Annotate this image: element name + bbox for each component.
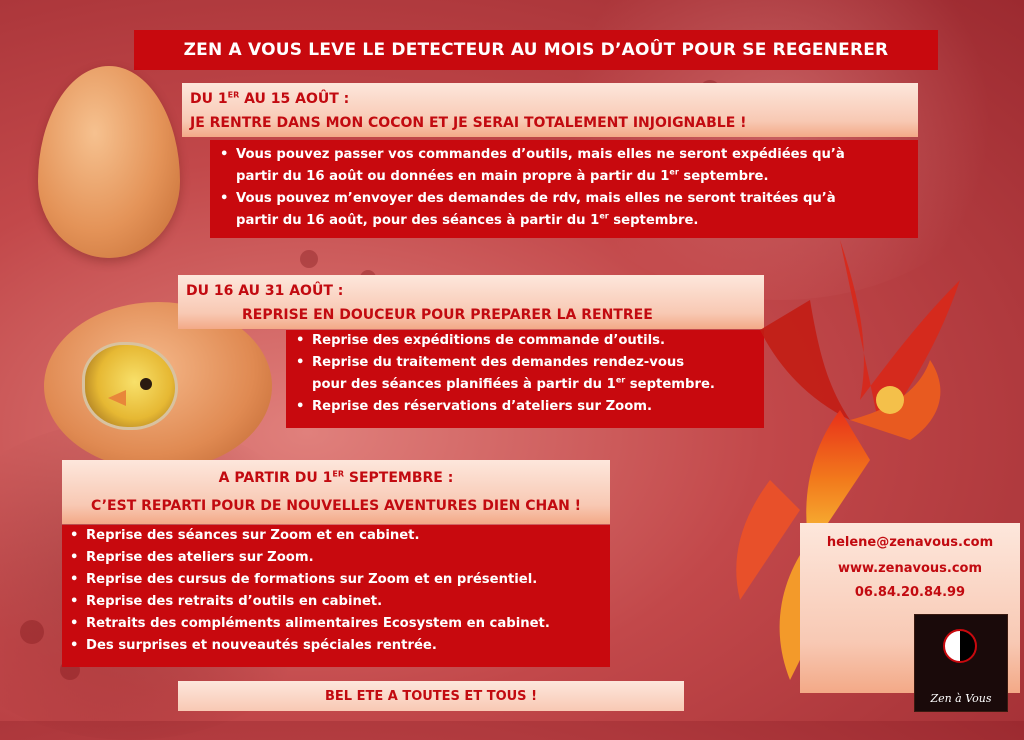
- list-item: • Vous pouvez passer vos commandes d’outils, mais elles ne seront expédiées qu’à partir du 16 août ou données en main propre à partir du 1er septembre.: [216, 144, 912, 188]
- list-item: • Reprise du traitement des demandes rendez-vous pour des séances planifiées à partir du 1er septembre.: [292, 352, 758, 396]
- section1-heading: DU 1ER AU 15 AOÛT :: [190, 90, 350, 107]
- section3-heading: A PARTIR DU 1ER SEPTEMBRE :: [218, 469, 454, 486]
- list-item: • Reprise des ateliers sur Zoom.: [66, 547, 606, 569]
- list-item: • Retraits des compléments alimentaires Ecosystem en cabinet.: [66, 613, 606, 635]
- chick-beak: [108, 390, 126, 406]
- list-item: • Reprise des retraits d’outils en cabinet.: [66, 591, 606, 613]
- section2-heading: DU 16 AU 31 AOÛT :: [186, 283, 344, 299]
- chick-eye: [140, 378, 152, 390]
- page-title: ZEN A VOUS LEVE LE DETECTEUR AU MOIS D’AOÛT POUR SE REGENERER: [134, 30, 938, 70]
- list-item: • Reprise des expéditions de commande d’outils.: [292, 330, 758, 352]
- contact-email[interactable]: helene@zenavous.com: [826, 535, 994, 550]
- contact-website[interactable]: www.zenavous.com: [837, 561, 983, 576]
- list-item: • Reprise des séances sur Zoom et en cabinet.: [66, 525, 606, 547]
- section3-header: [62, 460, 610, 524]
- section1-subheading: JE RENTRE DANS MON COCON ET JE SERAI TOTALEMENT INJOIGNABLE !: [190, 115, 747, 131]
- dna-bead: [20, 620, 44, 644]
- section1-header: [182, 83, 918, 137]
- list-item: • Reprise des réservations d’ateliers sur Zoom.: [292, 396, 758, 418]
- list-item: • Des surprises et nouveautés spéciales rentrée.: [66, 635, 606, 657]
- contact-phone[interactable]: 06.84.20.84.99: [854, 585, 966, 600]
- closing-message: BEL ETE A TOUTES ET TOUS !: [178, 681, 684, 711]
- list-item: • Vous pouvez m’envoyer des demandes de rdv, mais elles ne seront traitées qu’à partir du 16 août, pour des séances à partir du 1er septembre.: [216, 188, 912, 232]
- logo-text: Zen à Vous: [930, 692, 992, 705]
- yin-yang-icon: [943, 629, 977, 663]
- brand-logo: [914, 614, 1008, 712]
- chick-image: [82, 342, 178, 430]
- section3-subheading: C’EST REPARTI POUR DE NOUVELLES AVENTURES DIEN CHAN !: [90, 498, 582, 514]
- egg-image: [38, 66, 180, 258]
- list-item: • Reprise des cursus de formations sur Zoom et en présentiel.: [66, 569, 606, 591]
- section3-bullets: [62, 525, 610, 667]
- dna-bead: [300, 250, 318, 268]
- section2-subheading: REPRISE EN DOUCEUR POUR PREPARER LA RENTREE: [242, 307, 653, 323]
